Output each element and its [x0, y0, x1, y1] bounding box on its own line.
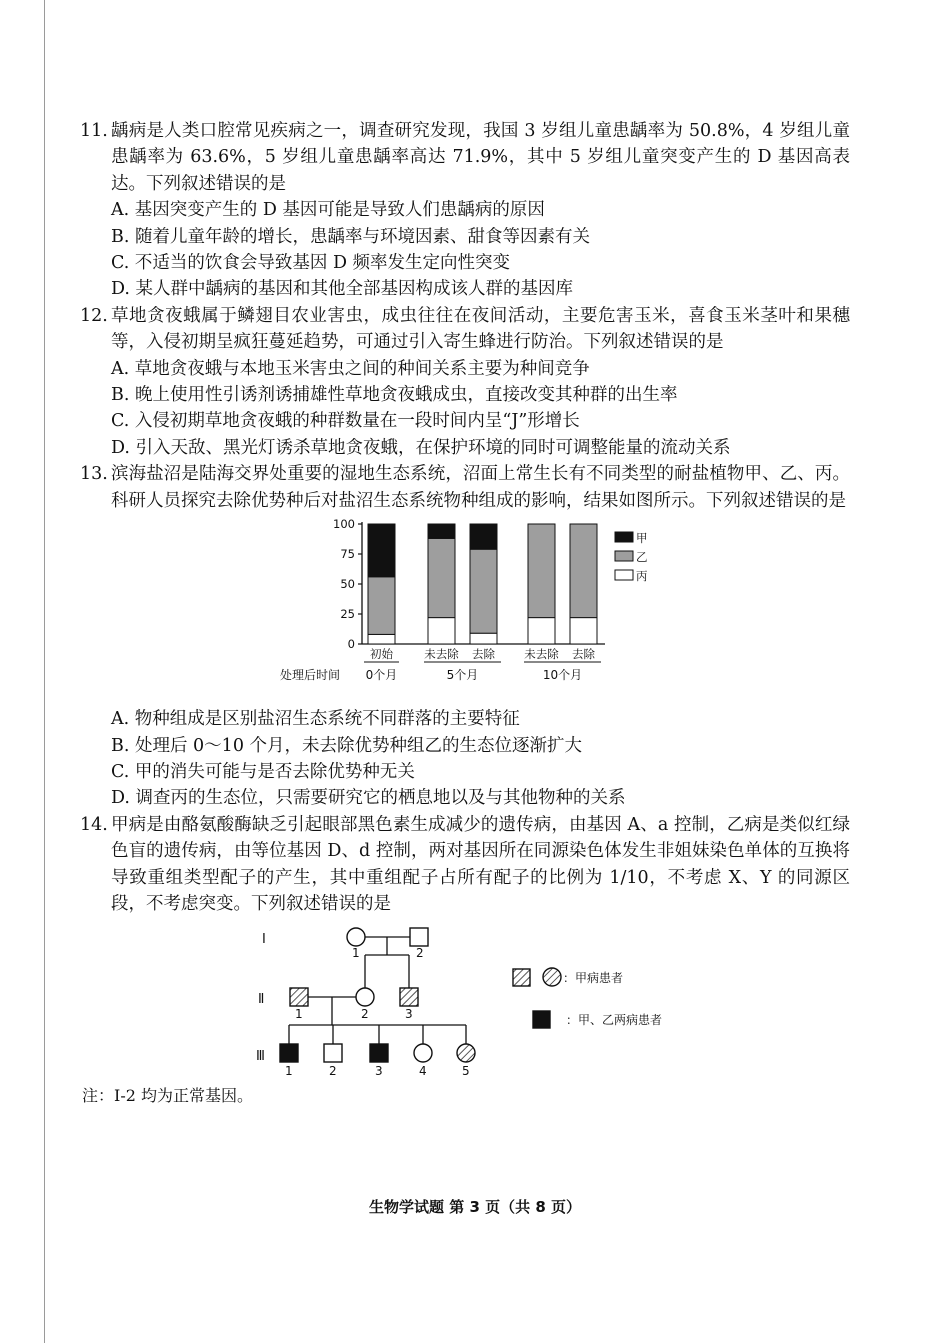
legend-label: 乙: [636, 550, 648, 565]
option-a: A. 草地贪夜蛾与本地玉米害虫之间的种间关系主要为种间竞争: [111, 358, 590, 379]
bar-segment: [528, 618, 555, 644]
individual-number: 3: [405, 1007, 413, 1022]
bar-segment: [428, 538, 455, 617]
y-tick-label: 100: [333, 517, 355, 532]
bar-segment: [570, 524, 597, 618]
option-a: A. 物种组成是区别盐沼生态系统不同群落的主要特征: [111, 709, 520, 730]
page-content: [80, 118, 850, 1110]
individual-III-4-female: [414, 1044, 432, 1062]
individual-III-2-male: [324, 1044, 342, 1062]
bar-segment: [368, 577, 395, 635]
individual-number: 1: [285, 1064, 293, 1078]
question-number: 13.: [80, 464, 108, 485]
question-13: [80, 461, 850, 811]
option-b: B. 随着儿童年龄的增长，患龋率与环境因素、甜食等因素有关: [111, 226, 590, 247]
bar-segment: [528, 524, 555, 618]
question-number: 11.: [80, 121, 108, 141]
y-tick-label: 0: [347, 637, 355, 652]
binding-margin-line: [44, 0, 45, 1343]
option-d: D. 某人群中龋病的基因和其他全部基因构成该人群的基因库: [111, 279, 574, 300]
bar-segment: [368, 634, 395, 644]
question-text: 滨海盐沼是陆海交界处重要的湿地生态系统，沼面上常生长有不同类型的耐盐植物甲、乙、丙。科研人员探究去除优势种后对盐沼生态系统物种组成的影响，结果如图所示。下列叙述错误的是: [111, 464, 850, 511]
individual-II-3-affected-male: [400, 988, 418, 1006]
option-c: C. 不适当的饮食会导致基因 D 频率发生定向性突变: [111, 253, 511, 274]
individual-number: 3: [375, 1064, 383, 1078]
option-d: D. 引入天敌、黑光灯诱杀草地贪夜蛾，在保护环境的同时可调整能量的流动关系: [111, 437, 731, 458]
option-b: B. 晚上使用性引诱剂诱捕雄性草地贪夜蛾成虫，直接改变其种群的出生率: [111, 385, 678, 406]
question-number: 12.: [80, 305, 108, 326]
species-composition-chart: [80, 514, 850, 706]
category-label: 初始: [370, 647, 393, 662]
question-stem: [80, 303, 850, 356]
figure-note: 注：Ⅰ-2 均为正常基因。: [82, 1086, 253, 1106]
individual-I-1-female: [347, 928, 365, 946]
question-14: [80, 812, 850, 1110]
question-stem: [80, 812, 850, 918]
legend-both-label: ：甲、乙两病患者: [566, 1013, 663, 1028]
option-b: B. 处理后 0～10 个月，未去除优势种组乙的生态位逐渐扩大: [111, 735, 583, 756]
individual-number: 5: [462, 1064, 470, 1078]
bar-segment: [428, 618, 455, 644]
legend-both-affected-symbol: [533, 1011, 550, 1028]
individual-number: 2: [361, 1007, 369, 1022]
legend-jia-label: ：甲病患者: [563, 971, 624, 986]
individual-number: 4: [419, 1064, 427, 1078]
pedigree-figure: [80, 917, 850, 1077]
group-label: 10个月: [542, 668, 583, 683]
individual-III-3-both-affected-male: [370, 1044, 388, 1062]
individual-III-1-both-affected-male: [280, 1044, 298, 1062]
individual-number: 1: [352, 946, 360, 961]
question-number: 14.: [80, 814, 108, 835]
legend-swatch: [615, 551, 633, 561]
y-tick-label: 25: [340, 607, 355, 622]
legend-swatch: [615, 532, 633, 542]
x-axis-title: 处理后时间: [280, 668, 341, 683]
group-label: 0个月: [365, 668, 398, 683]
generation-label-2: Ⅱ: [258, 992, 265, 1008]
bar-segment: [470, 524, 497, 549]
question-text: 草地贪夜蛾属于鳞翅目农业害虫，成虫往往在夜间活动，主要危害玉米，喜食玉米茎叶和果穗等，入侵初期呈疯狂蔓延趋势，可通过引入寄生蜂进行防治。下列叙述错误的是: [111, 305, 850, 353]
option-c: C. 入侵初期草地贪夜蛾的种群数量在一段时间内呈“J”形增长: [111, 411, 580, 432]
individual-number: 1: [295, 1007, 303, 1022]
legend-swatch: [615, 570, 633, 580]
y-tick-label: 75: [340, 547, 355, 562]
generation-label-1: Ⅰ: [262, 932, 266, 948]
pedigree-svg: [80, 917, 850, 1077]
bar-segment: [470, 549, 497, 633]
bar-segment: [470, 633, 497, 644]
legend-label: 甲: [636, 531, 648, 546]
question-text: 甲病是由酪氨酸酶缺乏引起眼部黑色素生成减少的遗传病，由基因 A、a 控制，乙病是类似红绿色盲的遗传病，由等位基因 D、d 控制，两对基因所在同源染色体发生非姐妹染色单体的互换将导致重组类型配子的产生，其中重组配子占所有配子的比例为 1/10，不考虑 X、Y 的同源区段，不考虑突变。下列叙述错误的是: [111, 814, 850, 914]
bar-segment: [570, 618, 597, 644]
question-stem: [80, 118, 850, 197]
individual-number: 2: [416, 946, 424, 961]
y-tick-label: 50: [340, 577, 355, 592]
bar-segment: [368, 524, 395, 577]
chart-svg: [80, 514, 850, 706]
individual-II-1-affected-male: [290, 988, 308, 1006]
question-stem: [80, 461, 850, 514]
group-label: 5个月: [446, 668, 479, 683]
question-11: [80, 118, 850, 303]
generation-label-3: Ⅲ: [256, 1049, 265, 1065]
individual-number: 2: [329, 1064, 337, 1078]
individual-III-5-affected-female: [457, 1044, 475, 1062]
question-text: 龋病是人类口腔常见疾病之一，调查研究发现，我国 3 岁组儿童患龋率为 50.8%，4 岁组儿童患龋率为 63.6%，5 岁组儿童患龋率高达 71.9%，其中 5 岁组儿童突变产生的 D 基因高表达。下列叙述错误的是: [111, 121, 850, 194]
individual-II-2-female: [356, 988, 374, 1006]
category-label: 未去除: [424, 647, 459, 662]
legend-affected-female-symbol: [543, 968, 561, 986]
legend-label: 丙: [636, 569, 648, 584]
option-c: C. 甲的消失可能与是否去除优势种无关: [111, 761, 415, 782]
option-d: D. 调查丙的生态位，只需要研究它的栖息地以及与其他物种的关系: [111, 788, 626, 809]
legend-affected-male-symbol: [513, 969, 530, 986]
page-footer: 生物学试题 第 3 页（共 8 页）: [369, 1198, 581, 1216]
category-label: 去除: [472, 647, 495, 662]
category-label: 去除: [572, 647, 595, 662]
bar-segment: [428, 524, 455, 538]
category-label: 未去除: [524, 647, 559, 662]
option-a: A. 基因突变产生的 D 基因可能是导致人们患龋病的原因: [111, 200, 545, 221]
question-12: [80, 303, 850, 461]
individual-I-2-male: [410, 928, 428, 946]
